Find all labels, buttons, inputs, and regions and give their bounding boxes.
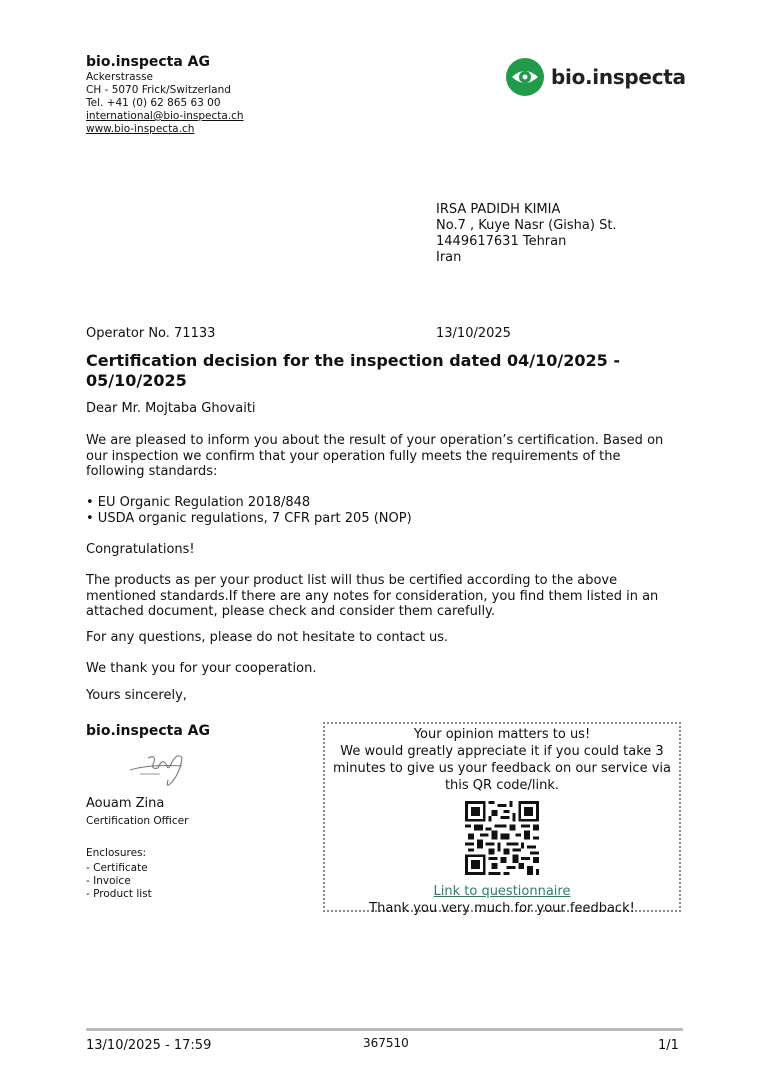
- enclosures-label: Enclosures:: [86, 847, 147, 859]
- footer-document-number: 367510: [363, 1036, 409, 1050]
- closing-text: Yours sincerely,: [86, 688, 187, 703]
- list-item: • USDA organic regulations, 7 CFR part 205 (NOP): [86, 511, 412, 526]
- footer-divider: [86, 1028, 683, 1031]
- handwritten-signature: [120, 744, 200, 792]
- bio-inspecta-logo: [505, 56, 686, 98]
- letter-date: 13/10/2025: [436, 326, 511, 341]
- recipient-country: Iran: [436, 250, 462, 265]
- questionnaire-link[interactable]: Link to questionnaire: [433, 884, 571, 899]
- feedback-thanks: Thank you very much for your feedback!: [369, 901, 635, 916]
- signer-title: Certification Officer: [86, 815, 189, 827]
- sender-company-name: bio.inspecta AG: [86, 54, 211, 70]
- footer-page-number: 1/1: [658, 1038, 679, 1053]
- list-item: - Certificate: [86, 862, 148, 874]
- products-paragraph: The products as per your product list will thus be certified according to the above mentioned standards.If there are any notes for consideration, you find them listed in an attached document, please check and consider them carefully.: [86, 573, 659, 619]
- sender-city: CH - 5070 Frick/Switzerland: [86, 84, 231, 96]
- recipient-address: [436, 202, 617, 266]
- list-item: - Product list: [86, 888, 152, 900]
- logo-text: bio.inspecta: [551, 65, 686, 89]
- list-item: - Invoice: [86, 875, 131, 887]
- recipient-company: IRSA PADIDH KIMIA: [436, 202, 561, 217]
- recipient-street: No.7 , Kuye Nasr (Gisha) St.: [436, 218, 617, 233]
- sender-phone: Tel. +41 (0) 62 865 63 00: [86, 97, 221, 109]
- enclosures-list: [86, 847, 152, 901]
- salutation: Dear Mr. Mojtaba Ghovaiti: [86, 401, 256, 416]
- intro-paragraph: We are pleased to inform you about the result of your operation’s certification. Based on our inspection we confirm that your operation fully meets the requirements of the following standards:: [86, 433, 664, 479]
- sender-street: Ackerstrasse: [86, 71, 153, 83]
- letter-title: Certification decision for the inspection dated 04/10/2025 - 05/10/2025: [86, 351, 620, 390]
- recipient-city: 1449617631 Tehran: [436, 234, 567, 249]
- feedback-request: We would greatly appreciate it if you could take 3 minutes to give us your feedback on our service via this QR code/link.: [333, 744, 671, 793]
- qr-code-icon[interactable]: [465, 801, 539, 875]
- sender-website-link[interactable]: www.bio-inspecta.ch: [86, 123, 195, 135]
- sender-address: [86, 71, 244, 136]
- standards-list: [86, 495, 412, 527]
- feedback-box: [323, 722, 681, 916]
- feedback-heading: Your opinion matters to us!: [413, 727, 591, 742]
- questions-text: For any questions, please do not hesitate to contact us.: [86, 630, 449, 645]
- thanks-text: We thank you for your cooperation.: [86, 661, 317, 676]
- operator-number: Operator No. 71133: [86, 326, 216, 341]
- list-item: • EU Organic Regulation 2018/848: [86, 495, 311, 510]
- congratulations-text: Congratulations!: [86, 542, 195, 557]
- footer-datetime: 13/10/2025 - 17:59: [86, 1038, 212, 1053]
- signer-name: Aouam Zina: [86, 796, 165, 811]
- eye-leaf-icon: [505, 57, 545, 97]
- sender-email-link[interactable]: international@bio-inspecta.ch: [86, 110, 244, 122]
- signer-company: bio.inspecta AG: [86, 723, 211, 739]
